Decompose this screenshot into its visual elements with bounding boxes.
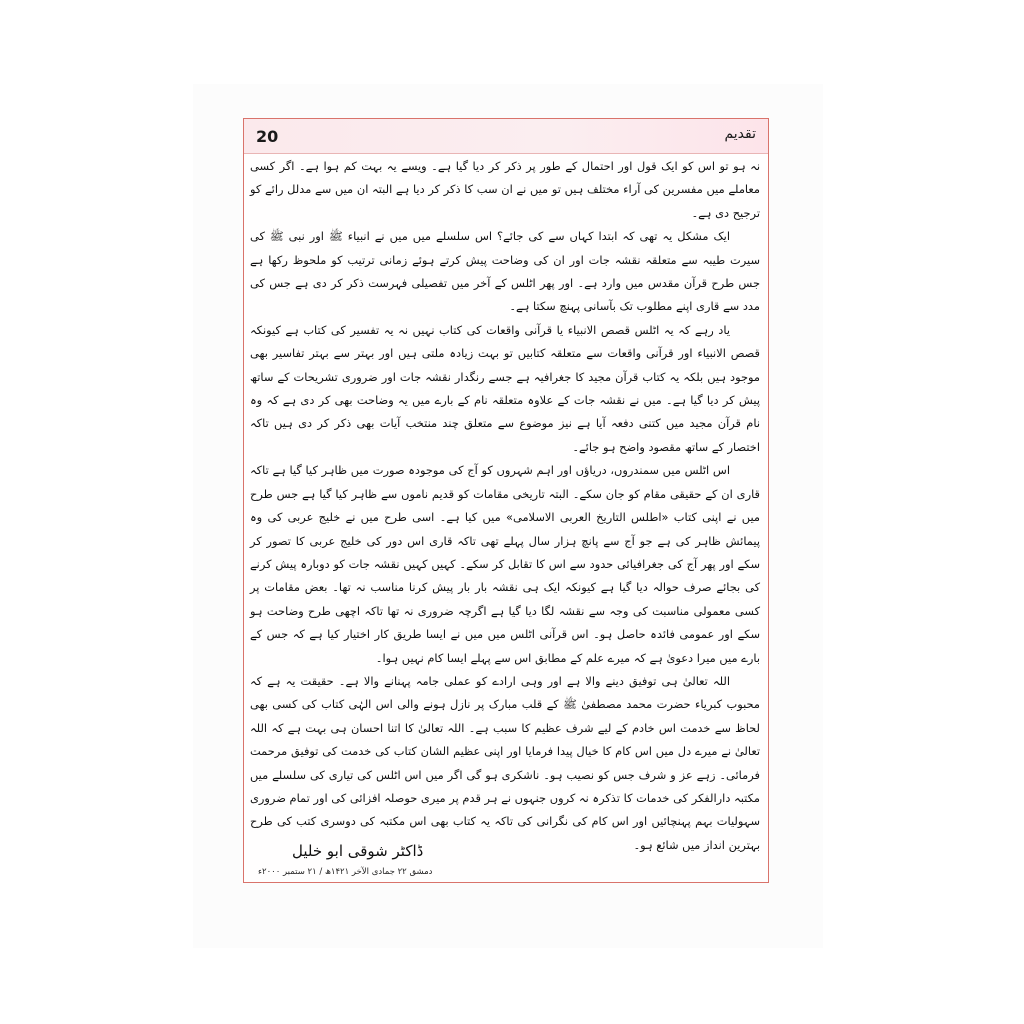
- author-signature: ڈاکٹر شوقی ابو خلیل: [292, 842, 424, 860]
- page-frame: [243, 118, 769, 883]
- page-header: [244, 119, 768, 154]
- dateline: دمشق ۲۲ جمادی الآخر ۱۴۲۱ھ / ۲۱ ستمبر ۲۰۰۰ء: [258, 867, 433, 877]
- page-number: 20: [256, 127, 279, 146]
- running-head: تقدیم: [724, 126, 756, 142]
- paragraph: اس اٹلس میں سمندروں، دریاؤں اور اہم شہروں کو آج کی موجودہ صورت میں ظاہر کیا گیا ہے تاکہ قاری ان کے حقیقی مقام کو جان سکے۔ البتہ تاریخی مقامات کو قدیم ناموں سے ظاہر کیا گیا ہے جس طرح میں نے اپنی کتاب «اطلس التاریخ العربی الاسلامی» میں کیا ہے۔ اسی طرح میں نے خلیج عربی کی وہ پیمائش ظاہر کی ہے جو آج سے پانچ ہزار سال پہلے تھی تاکہ قاری اس دور کی خلیج عربی کا تصور کر سکے اور پھر آج کی جغرافیائی حدود سے اس کا تقابل کر سکے۔ کہیں کہیں نقشہ جات کو دوبارہ پیش کرنے کی بجائے صرف حوالہ دیا گیا ہے کیونکہ ایک ہی نقشہ بار بار پیش کرنا مناسب نہ تھا۔ بعض مقامات پر کسی معمولی مناسبت کی وجہ سے نقشہ لگا دیا گیا ہے اگرچہ ضروری نہ تھا تاکہ اچھی طرح وضاحت ہو سکے اور عمومی فائدہ حاصل ہو۔ اس قرآنی اٹلس میں میں نے ایسا طریق کار اختیار کیا ہے کہ جس کے بارے میں میرا دعویٰ ہے کہ میرے علم کے مطابق اس سے پہلے ایسا کام نہیں ہوا۔: [250, 463, 760, 665]
- paragraph: یاد رہے کہ یہ اٹلس قصص الانبیاء یا قرآنی واقعات کی کتاب نہیں نہ یہ تفسیر کی کتاب ہے کیونکہ قصص الانبیاء اور قرآنی واقعات سے متعلقہ کتابیں تو بہت زیادہ ملتی ہیں اور بہتر سے بہتر تفاسیر بھی موجود ہیں بلکہ یہ کتاب قرآن مجید کا جغرافیہ ہے جسے رنگدار نقشہ جات اور ضروری تشریحات کے ساتھ پیش کر دیا گیا ہے۔ میں نے نقشہ جات کے علاوہ متعلقہ نام کے بارے میں یہ وضاحت بھی کر دی ہے کہ وہ نام قرآن مجید میں کتنی دفعہ آیا ہے نیز موضوع سے متعلق چند منتخب آیات بھی ذکر کر دی ہیں تاکہ اختصار کے ساتھ مقصود واضح ہو جائے۔: [250, 322, 760, 454]
- paragraph: ایک مشکل یہ تھی کہ ابتدا کہاں سے کی جائے؟ اس سلسلے میں میں نے انبیاء ﷺ اور نبی ﷺ کی سیرت طیبہ سے متعلقہ نقشہ جات اور ان کی وضاحت پیش کرتے ہوئے زمانی ترتیب کو ملحوظ رکھا ہے جس طرح قرآن مقدس میں وارد ہے۔ اور پھر اٹلس کے آخر میں تفصیلی فہرست ذکر کر دی ہے جس کی مدد سے قاری اپنے مطلوب تک بآسانی پہنچ سکتا ہے۔: [250, 229, 760, 314]
- paragraph: نہ ہو تو اس کو ایک قول اور احتمال کے طور پر ذکر کر دیا گیا ہے۔ ویسے یہ بہت کم ہوا ہے۔ اگر کسی معاملے میں مفسرین کی آراء مختلف ہیں تو میں نے ان سب کا ذکر کر دیا ہے البتہ ان میں سے مدلل رائے کو ترجیح دی ہے۔: [250, 159, 760, 220]
- paragraph: اللہ تعالیٰ ہی توفیق دینے والا ہے اور وہی ارادے کو عملی جامہ پہنانے والا ہے۔ حقیقت یہ ہے کہ محبوب کبریاء حضرت محمد مصطفیٰ ﷺ کے قلب مبارک پر نازل ہونے والی اس الہٰی کتاب کی کسی بھی لحاظ سے خدمت اس خادم کے لیے شرف عظیم کا سبب ہے۔ اللہ تعالیٰ کا اتنا احسان ہی بہت ہے کہ اللہ تعالیٰ نے میرے دل میں اس کام کا خیال پیدا فرمایا اور اپنی عظیم الشان کتاب کی خدمت کی توفیق مرحمت فرمائی۔ زہے عز و شرف جس کو نصیب ہو۔ ناشکری ہو گی اگر میں اس اٹلس کی تیاری کی سلسلے میں مکتبہ دارالفکر کی خدمات کا تذکرہ نہ کروں جنہوں نے ہر قدم پر میری حوصلہ افزائی کی اور تمام ضروری سہولیات بہم پہنچائیں اور اس کام کی نگرانی کی تاکہ یہ کتاب بھی اس مکتبہ کی دوسری کتب کی طرح بہترین انداز میں شائع ہو۔: [250, 673, 760, 852]
- body-text: [250, 155, 760, 857]
